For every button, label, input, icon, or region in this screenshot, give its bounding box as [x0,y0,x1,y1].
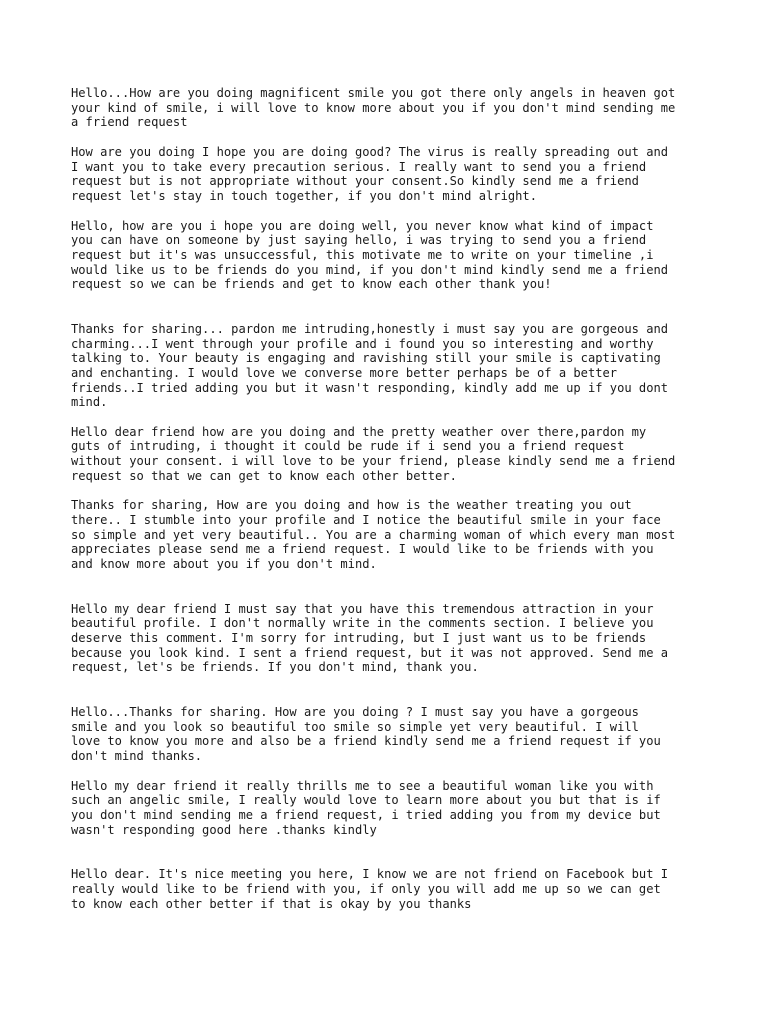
document-body [71,86,711,911]
paragraph-9: Hello my dear friend it really thrills me to see a beautiful woman like you with such an angelic smile, I really would love to learn more about you but that is if you don't mind sending me a friend request, i tried adding you from my device but wasn't responding good here .thanks kindly [71,778,661,837]
paragraph-2: How are you doing I hope you are doing good? The virus is really spreading out and I want you to take every precaution serious. I really want to send you a friend request but is not appropriate without your consent.So kindly send me a friend request let's stay in touch together, if you don't mind alright. [71,144,669,203]
paragraph-1: Hello...How are you doing magnificent smile you got there only angels in heaven got your kind of smile, i will love to know more about you if you don't mind sending me a friend request [71,86,676,130]
paragraph-7: Hello my dear friend I must say that you have this tremendous attraction in your beautiful profile. I don't normally write in the comments section. I believe you deserve this comment. I'm sorry for intruding, but I just want us to be friends because you look kind. I sent a friend request, but it was not approved. Send me a request, let's be friends. If you don't mind, thank you. [71,601,669,675]
paragraph-3: Hello, how are you i hope you are doing well, you never know what kind of impact you can have on someone by just saying hello, i was trying to send you a friend request but it's was unsuccessful, this motivate me to write on your timeline ,i would like us to be friends do you mind, if you don't mind kindly send me a friend request so we can be friends and get to know each other thank you! [71,218,669,292]
paragraph-5: Hello dear friend how are you doing and the pretty weather over there,pardon my guts of intruding, i thought it could be rude if i send you a friend request without your consent. i will love to be your friend, please kindly send me a friend request so that we can get to know each other better. [71,424,676,483]
paragraph-4: Thanks for sharing... pardon me intruding,honestly i must say you are gorgeous and charming...I went through your profile and i found you so interesting and worthy talking to. Your beauty is engaging and ravishing still your smile is captivating and enchanting. I would love we converse more better perhaps be of a better friends..I tried adding you but it wasn't responding, kindly add me up if you dont mind. [71,321,669,410]
paragraph-6: Thanks for sharing, How are you doing and how is the weather treating you out there.. I stumble into your profile and I notice the beautiful smile in your face so simple and yet very beautiful.. You are a charming woman of which every man most appreciates please send me a friend request. I would like to be friends with you and know more about you if you don't mind. [71,498,676,572]
paragraph-10: Hello dear. It's nice meeting you here, I know we are not friend on Facebook but I really would like to be friend with you, if only you will add me up so we can get to know each other better if that is okay by you thanks [71,867,669,911]
paragraph-8: Hello...Thanks for sharing. How are you doing ? I must say you have a gorgeous smile and you look so beautiful too smile so simple yet very beautiful. I will love to know you more and also be a friend kindly send me a friend request if you don't mind thanks. [71,705,661,763]
